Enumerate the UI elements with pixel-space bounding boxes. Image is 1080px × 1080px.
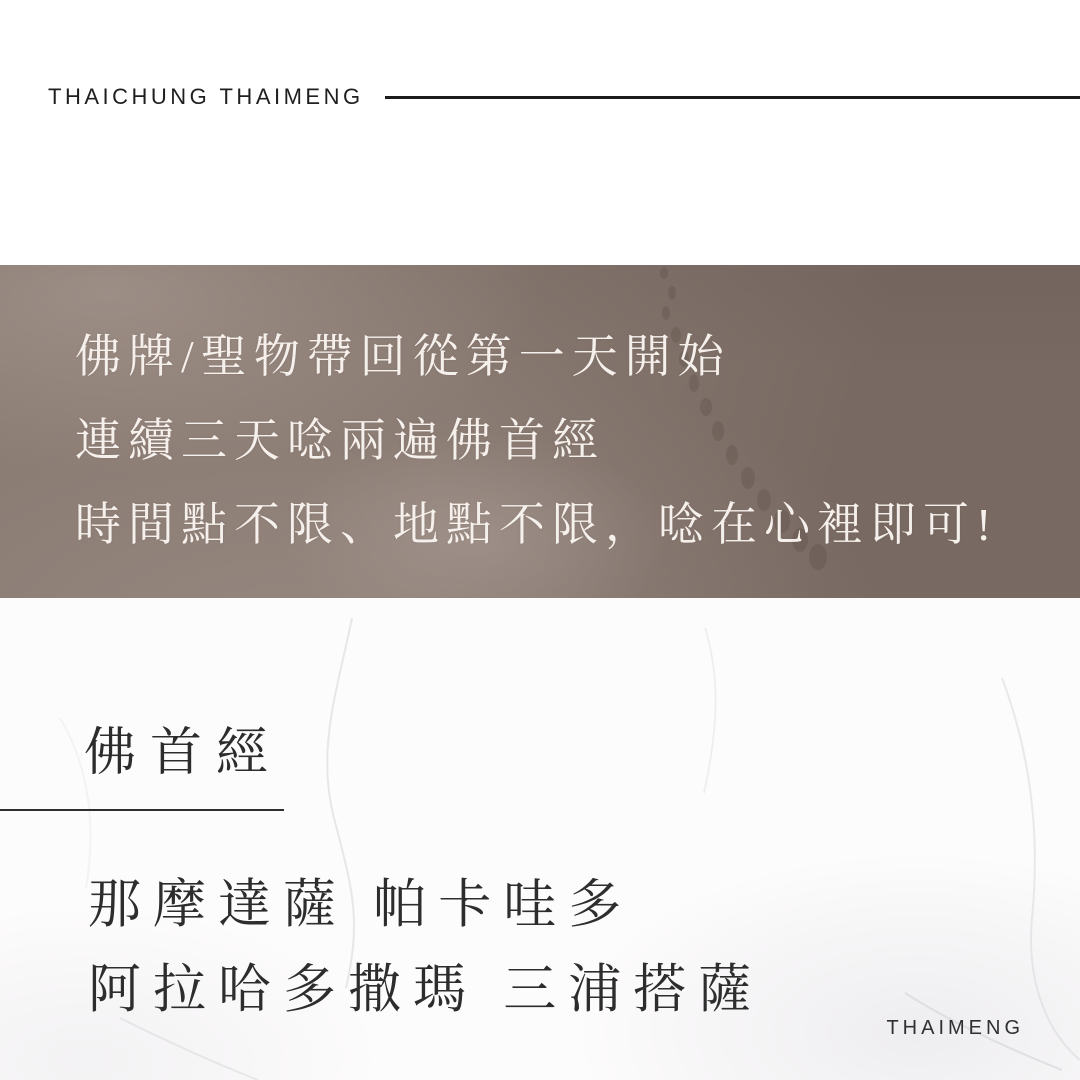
mantra-line-1: 那摩達薩 帕卡哇多 xyxy=(88,876,634,934)
banner-line-3: 時間點不限、地點不限，唸在心裡即可! xyxy=(75,499,999,550)
title-underline xyxy=(0,809,284,811)
banner-line-1: 佛牌/聖物帶回從第一天開始 xyxy=(75,331,731,382)
footer-brand-label: THAIMENG xyxy=(886,1017,1024,1039)
mantra-line-2: 阿拉哈多撒瑪 三浦搭薩 xyxy=(88,961,764,1019)
header-brand-label: THAICHUNG THAIMENG xyxy=(48,84,364,109)
banner-line-2: 連續三天唸兩遍佛首經 xyxy=(75,415,605,466)
sand-dune-banner xyxy=(0,265,1080,598)
section-title: 佛首經 xyxy=(84,725,283,782)
banner-text-block xyxy=(0,265,1080,567)
header-divider-line xyxy=(385,96,1080,99)
